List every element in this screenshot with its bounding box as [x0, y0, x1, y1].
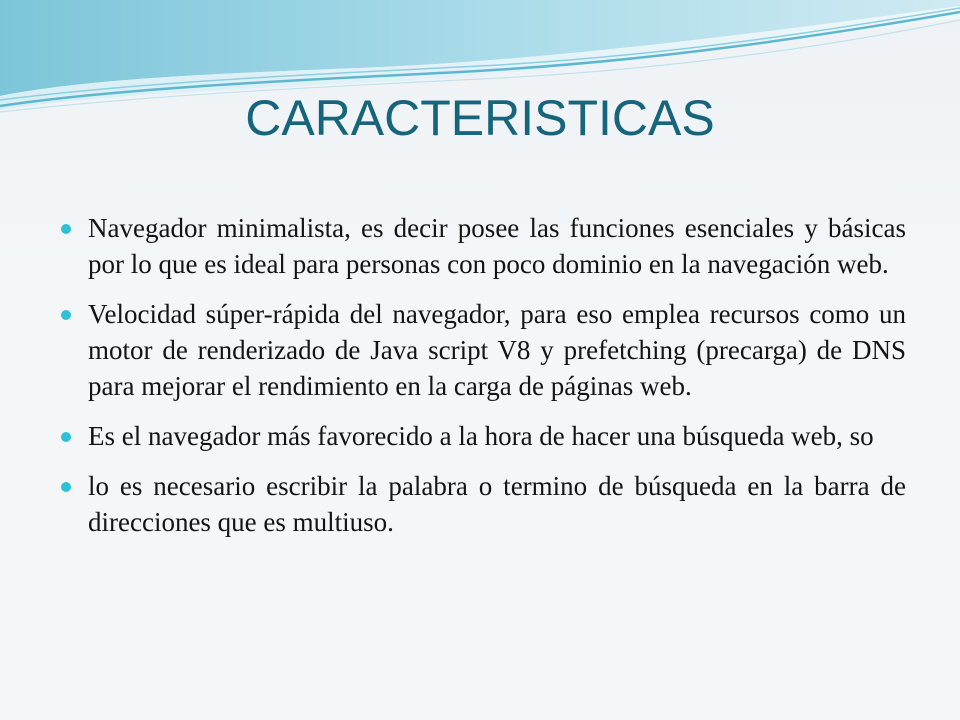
- list-item-text: lo es necesario escribir la palabra o termino de búsqueda en la barra de direcciones que es multiuso.: [88, 471, 906, 537]
- list-item-text: Es el navegador más favorecido a la hora de hacer una búsqueda web, so: [88, 421, 874, 451]
- bullet-dot-icon: [61, 310, 71, 320]
- bullet-dot-icon: [61, 224, 71, 234]
- list-item: [60, 418, 906, 454]
- list-item-text: Velocidad súper-rápida del navegador, para eso emplea recursos como un motor de renderizado de Java script V8 y prefetching (precarga) de DNS para mejorar el rendimiento en la carga de páginas web.: [88, 299, 906, 401]
- list-item: [60, 468, 906, 540]
- bullet-dot-icon: [61, 432, 71, 442]
- list-item: [60, 296, 906, 404]
- list-item: [60, 210, 906, 282]
- bullet-list: [60, 210, 906, 554]
- bullet-dot-icon: [61, 482, 71, 492]
- list-item-text: Navegador minimalista, es decir posee las funciones esenciales y básicas por lo que es ideal para personas con poco dominio en la navegación web.: [88, 213, 906, 279]
- slide-title: CARACTERISTICAS: [245, 90, 715, 146]
